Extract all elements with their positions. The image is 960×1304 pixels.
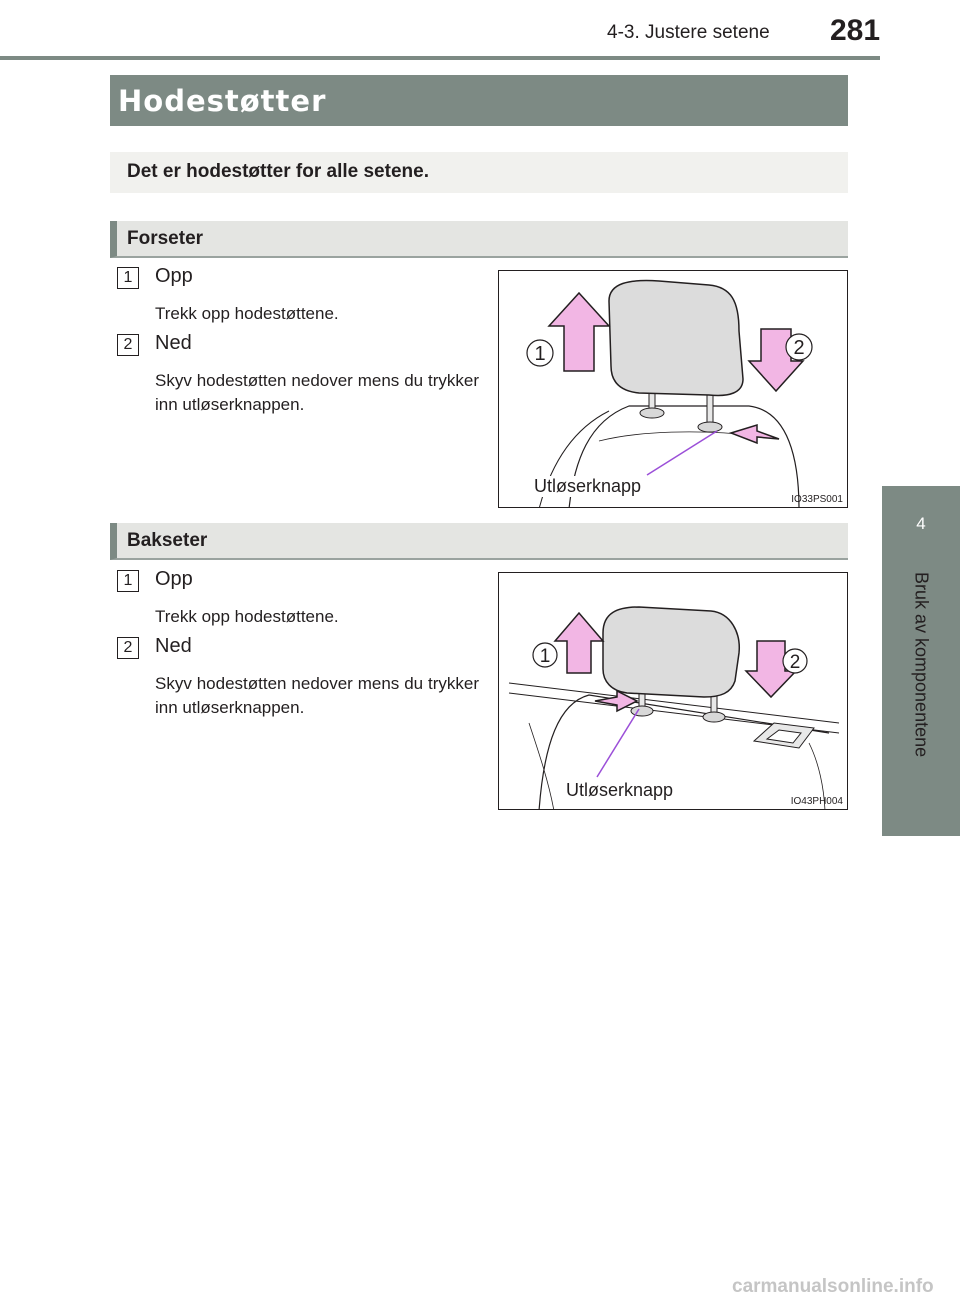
chapter-number: 4 [916, 514, 926, 533]
figure-rear-headrest [498, 572, 848, 810]
page-title-bar [110, 75, 848, 126]
figure-code: IO43PH004 [790, 796, 843, 807]
release-button-label: Utløserknapp [534, 476, 642, 496]
step-body: Trekk opp hodestøttene. [155, 607, 339, 626]
step-number-badge: 2 [117, 637, 139, 659]
figure-front-headrest [498, 270, 848, 508]
rear-headrest-illustration [499, 573, 848, 810]
callout-number: 2 [793, 337, 805, 359]
step-body: Skyv hodestøtten nedover mens du trykker inn utløserknappen. [155, 371, 479, 414]
section-heading-text: Bakseter [127, 530, 208, 551]
step-number-badge: 2 [117, 334, 139, 356]
section-heading-bakseter [110, 523, 848, 560]
step-title: Ned [155, 332, 192, 354]
watermark: carmanualsonline.info [732, 1276, 934, 1297]
page-title: Hodestøtter [118, 84, 327, 118]
step-body: Trekk opp hodestøttene. [155, 304, 339, 323]
section-heading-text: Forseter [127, 228, 204, 249]
step-body: Skyv hodestøtten nedover mens du trykker inn utløserknappen. [155, 674, 479, 717]
callout-number: 1 [534, 343, 546, 365]
figure-code: IO33PS001 [791, 494, 843, 505]
step-number-badge: 1 [117, 267, 139, 289]
release-button-label: Utløserknapp [566, 780, 674, 800]
step-number-badge: 1 [117, 570, 139, 592]
front-headrest-illustration [499, 271, 848, 508]
page-number: 281 [830, 14, 881, 47]
chapter-title: Bruk av komponentene [911, 572, 932, 758]
intro-text: Det er hodestøtter for alle setene. [127, 161, 429, 182]
callout-number: 2 [789, 652, 801, 673]
section-heading-forseter [110, 221, 848, 258]
header-rule [0, 56, 880, 60]
intro-box [110, 152, 848, 193]
step-title: Opp [155, 265, 193, 287]
callout-number: 1 [539, 646, 551, 667]
step-title: Opp [155, 568, 193, 590]
step-title: Ned [155, 635, 192, 657]
running-head: 4-3. Justere setene [607, 22, 770, 43]
